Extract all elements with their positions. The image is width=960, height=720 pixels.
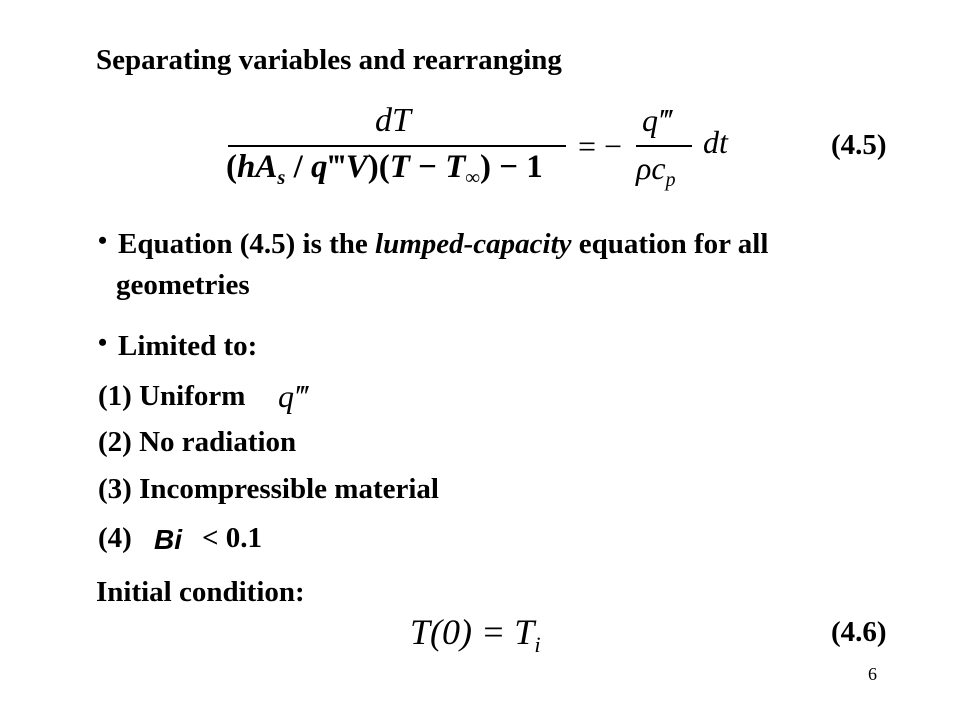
bullet-dot: • — [98, 328, 108, 357]
eq46-number: (4.6) — [831, 616, 887, 648]
eq45-equals-minus: = − — [578, 128, 623, 164]
eq45-numerator: dT — [375, 102, 411, 139]
limit-4-math: Bi — [154, 524, 182, 555]
initial-condition-label: Initial condition: — [96, 576, 305, 608]
limit-4-label: (4) — [98, 522, 132, 554]
eq45-main-fraction-bar — [228, 145, 566, 147]
limit-2-label: (2) No radiation — [98, 426, 297, 458]
eq45-number: (4.5) — [831, 129, 887, 161]
slide-heading: Separating variables and rearranging — [96, 44, 562, 76]
limit-3-label: (3) Incompressible material — [98, 473, 439, 505]
limit-4-tail: < 0.1 — [202, 522, 263, 554]
bullet-1-continuation: geometries — [116, 269, 250, 301]
bullet-1-emphasis: lumped-capacity — [375, 228, 572, 260]
eq45-rhs-fraction-bar — [636, 145, 692, 147]
eq46-sub: i — [534, 631, 541, 657]
bullet-1-text — [118, 230, 768, 259]
eq45-rhs-tail: dt — [703, 124, 728, 160]
equation-4-6 — [410, 612, 541, 657]
eq45-rhs-numerator: q‴ — [642, 102, 672, 138]
bullet-1-before: Equation (4.5) is the — [118, 228, 376, 260]
eq45-denominator: ($hA_s$ / q‴V)(T − $T_\infty) - 1$ — [226, 149, 543, 190]
limit-1-math: q‴ — [278, 378, 308, 414]
page-number: 6 — [868, 664, 877, 684]
eq46-lhs: T(0) = T — [410, 612, 535, 652]
eq45-rhs-denominator: $\rho c_p$ — [636, 150, 676, 191]
limit-1-label: (1) Uniform — [98, 380, 246, 412]
bullet-2-text: Limited to: — [118, 330, 258, 362]
bullet-dot: • — [98, 226, 108, 255]
bullet-1-after: equation for all — [571, 228, 769, 260]
